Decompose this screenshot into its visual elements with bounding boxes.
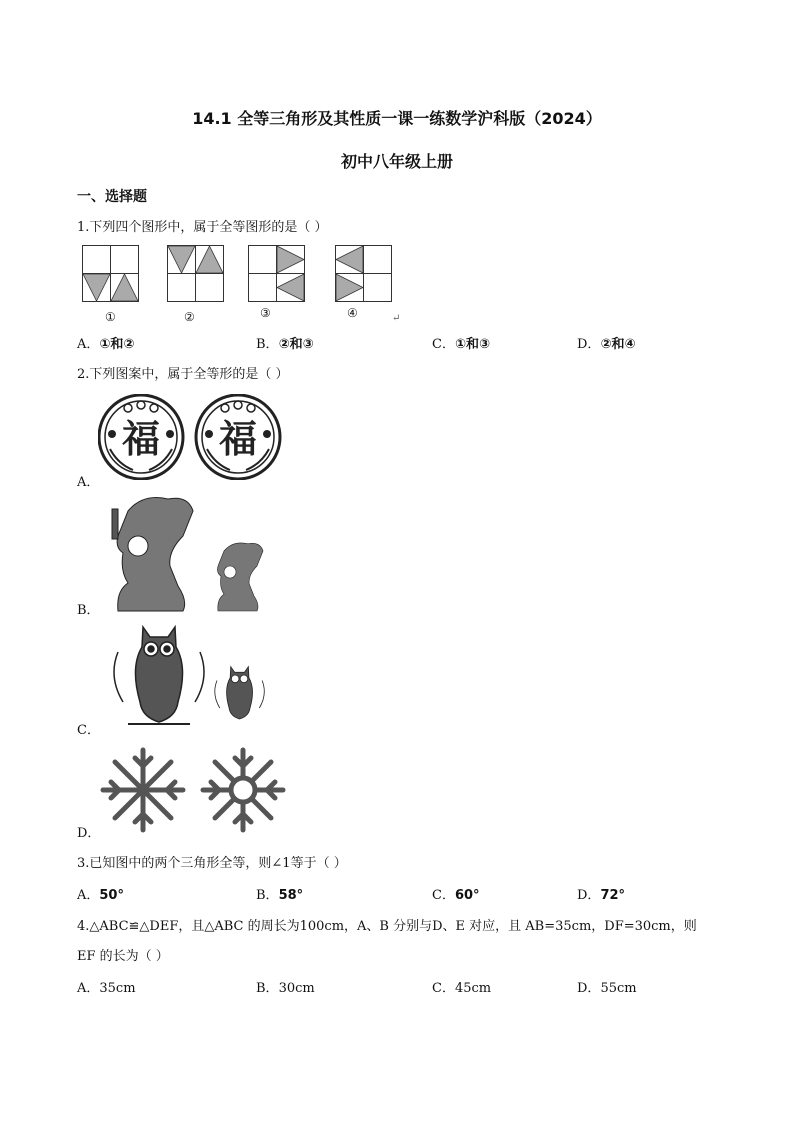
q1-option-d-text: ②和④ — [600, 337, 636, 352]
q4-option-c[interactable] — [432, 977, 491, 996]
q1-option-d[interactable] — [577, 333, 635, 352]
q1-option-c-text: ①和③ — [454, 337, 490, 352]
q1-option-c[interactable] — [432, 333, 490, 352]
q1-option-b-letter: B． — [256, 337, 279, 352]
return-mark: ↵ — [392, 313, 401, 324]
q1-option-a[interactable] — [77, 333, 134, 352]
q4-option-b-letter: B． — [256, 981, 279, 996]
q2-option-c[interactable]: C． — [77, 723, 100, 738]
q1-figure-2 — [167, 245, 225, 302]
q1-option-b[interactable] — [256, 333, 314, 352]
q3-option-c[interactable] — [432, 884, 480, 903]
q4-option-a-text: 35cm — [99, 981, 136, 996]
question-4-text-line2: EF 的长为（ ） — [77, 949, 169, 964]
q1-figure-3 — [248, 245, 306, 302]
q3-option-b-letter: B． — [256, 888, 279, 903]
question-3-text: 3.已知图中的两个三角形全等，则∠1等于（ ） — [77, 856, 347, 871]
q2-option-b[interactable]: B． — [77, 603, 100, 618]
page-title: 14.1 全等三角形及其性质一课一练数学沪科版（2024） — [192, 109, 602, 128]
q3-option-c-letter: C． — [432, 888, 455, 903]
q3-option-a-letter: A． — [77, 888, 100, 903]
q3-option-d[interactable] — [577, 884, 625, 903]
q4-option-c-letter: C． — [432, 981, 455, 996]
q2-option-a[interactable]: A． — [77, 475, 100, 490]
question-2-text: 2.下列图案中，属于全等形的是（ ） — [77, 367, 289, 382]
q4-option-b[interactable] — [256, 977, 315, 996]
q1-figure-1-label: ① — [105, 310, 116, 324]
fu-glyph-2: 福 — [218, 417, 258, 461]
q1-option-b-text: ②和③ — [278, 337, 314, 352]
q1-figure-1 — [82, 245, 140, 302]
fu-glyph-1: 福 — [121, 417, 161, 461]
section-heading: 一、选择题 — [77, 189, 147, 205]
q3-option-a-text: 50° — [99, 888, 124, 903]
q1-option-c-letter: C． — [432, 337, 455, 352]
q4-option-d-letter: D． — [577, 981, 601, 996]
q1-option-a-letter: A． — [77, 337, 100, 352]
q2-option-c-image — [98, 622, 268, 732]
q4-option-b-text: 30cm — [278, 981, 315, 996]
question-4-text-line1: 4.△ABC≌△DEF，且△ABC 的周长为100cm，A、B 分别与D、E 对应，且 AB=35cm，DF=30cm，则 — [77, 919, 697, 934]
q1-figure-4 — [335, 245, 393, 302]
q4-option-c-text: 45cm — [454, 981, 492, 996]
q2-option-d[interactable]: D． — [77, 826, 101, 841]
q3-option-b[interactable] — [256, 884, 303, 903]
question-1-text: 1.下列四个图形中，属于全等图形的是（ ） — [77, 220, 328, 235]
q1-figure-2-label: ② — [184, 310, 195, 324]
q2-option-a-image — [98, 394, 288, 480]
q1-option-d-letter: D． — [577, 337, 601, 352]
q1-option-a-text: ①和② — [99, 337, 135, 352]
q2-option-d-image — [100, 746, 290, 834]
page-subtitle: 初中八年级上册 — [340, 152, 453, 171]
q3-option-b-text: 58° — [278, 888, 304, 903]
q3-option-d-letter: D． — [577, 888, 601, 903]
q3-option-a[interactable] — [77, 884, 124, 903]
q4-option-d-text: 55cm — [600, 981, 637, 996]
q4-option-d[interactable] — [577, 977, 637, 996]
q2-option-b-image — [98, 491, 273, 613]
q3-option-d-text: 72° — [600, 888, 626, 903]
q4-option-a-letter: A． — [77, 981, 100, 996]
q1-figure-3-label: ③ — [260, 306, 271, 320]
q1-figure-4-label: ④ — [347, 306, 358, 320]
q4-option-a[interactable] — [77, 977, 136, 996]
q3-option-c-text: 60° — [454, 888, 480, 903]
